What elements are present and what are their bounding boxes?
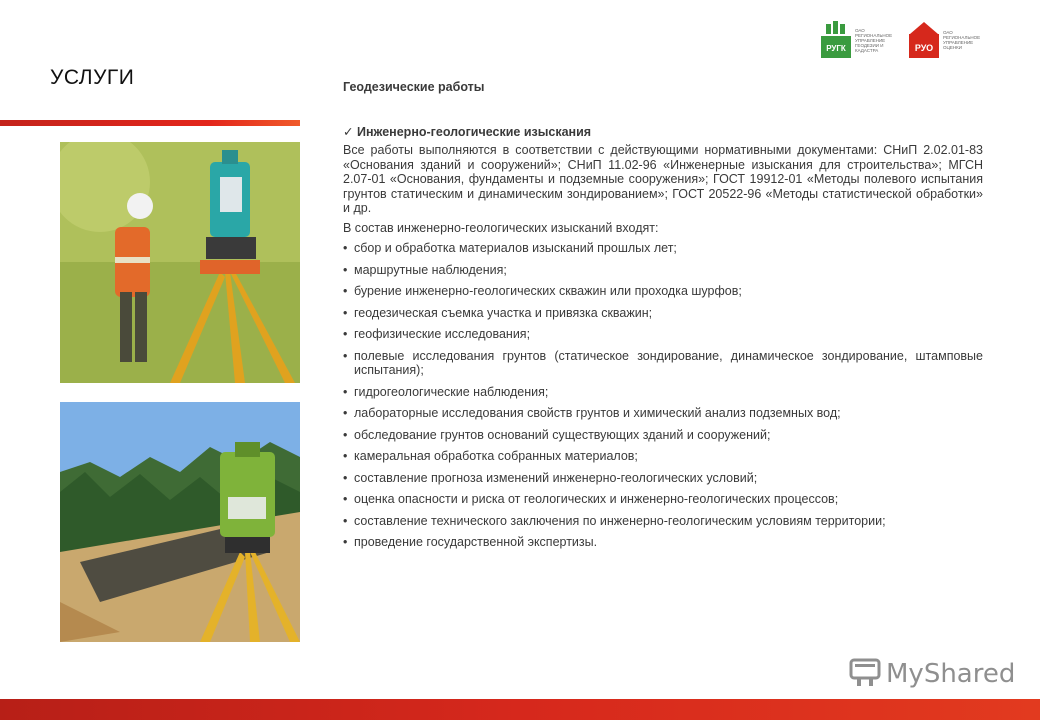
list-item: • сбор и обработка материалов изысканий прошлых лет;	[343, 241, 983, 256]
list-item: • геодезическая съемка участка и привязка скважин;	[343, 306, 983, 321]
watermark-text: MyShared	[886, 659, 1016, 689]
rugk-logo-icon	[820, 20, 852, 60]
watermark	[848, 656, 1015, 692]
list-item: • бурение инженерно-геологических скважин или проходка шурфов;	[343, 284, 983, 299]
rugk-caption: ОАО РЕГИОНАЛЬНОЕ УПРАВЛЕНИЕ ГЕОДЕЗИИ И КАДАСТРА	[855, 27, 893, 53]
ruo-logo-icon	[908, 20, 940, 60]
list-item: • оценка опасности и риска от геологических и инженерно-геологических процессов;	[343, 492, 983, 507]
list-item: • составление технического заключения по инженерно-геологическим условиям территории;	[343, 514, 983, 529]
list-item: • полевые исследования грунтов (статическое зондирование, динамическое зондирование, штамповые испытания);	[343, 349, 983, 378]
ruo-caption: ОАО РЕГИОНАЛЬНОЕ УПРАВЛЕНИЕ ОЦЕНКИ	[943, 30, 981, 50]
list-item: • обследование грунтов оснований существующих зданий и сооружений;	[343, 428, 983, 443]
check-item	[343, 125, 983, 140]
logo-group	[820, 20, 990, 64]
check-item-label: Инженерно-геологические изыскания	[357, 124, 592, 139]
title-underline	[0, 120, 300, 126]
slide-title: УСЛУГИ	[50, 66, 135, 89]
intro-paragraph: Все работы выполняются в соответствии с действующими нормативными документами: СНиП 2.02.01-83 «Основания зданий и сооружений»; СНиП 11.02-96 «Инженерные изыскания для строительства»; МГСН 2.07-01 «Основания, фундаменты и подземные сооружения»; ГОСТ 19912-01 «Методы полевого испытания грунтов статическим и динамическим зондированием»; ГОСТ 20522-96 «Методы статистической обработки» и др.	[343, 143, 983, 215]
list-item: • составление прогноза изменений инженерно-геологических условий;	[343, 471, 983, 486]
list-item: • геофизические исследования;	[343, 327, 983, 342]
photo-total-station-field	[60, 142, 300, 383]
footer-bar	[0, 699, 1040, 720]
list-item: • камеральная обработка собранных материалов;	[343, 449, 983, 464]
section-heading: Геодезические работы	[343, 80, 485, 94]
ruo-logo	[908, 20, 985, 60]
photo-total-station-mountain	[60, 402, 300, 642]
rugk-logo	[820, 20, 897, 60]
list-item: • гидрогеологические наблюдения;	[343, 385, 983, 400]
svg-text:РУО: РУО	[914, 43, 934, 53]
list-lead: В состав инженерно-геологических изысканий входят:	[343, 220, 659, 235]
list-item: • маршрутные наблюдения;	[343, 263, 983, 278]
content-column	[343, 80, 983, 557]
svg-text:РУГК: РУГК	[826, 44, 846, 53]
list-item: • проведение государственной экспертизы.	[343, 535, 983, 550]
works-list	[343, 241, 983, 550]
watermark-icon	[848, 655, 882, 694]
checkmark-icon: ✓	[343, 124, 354, 139]
list-item: • лабораторные исследования свойств грунтов и химический анализ подземных вод;	[343, 406, 983, 421]
